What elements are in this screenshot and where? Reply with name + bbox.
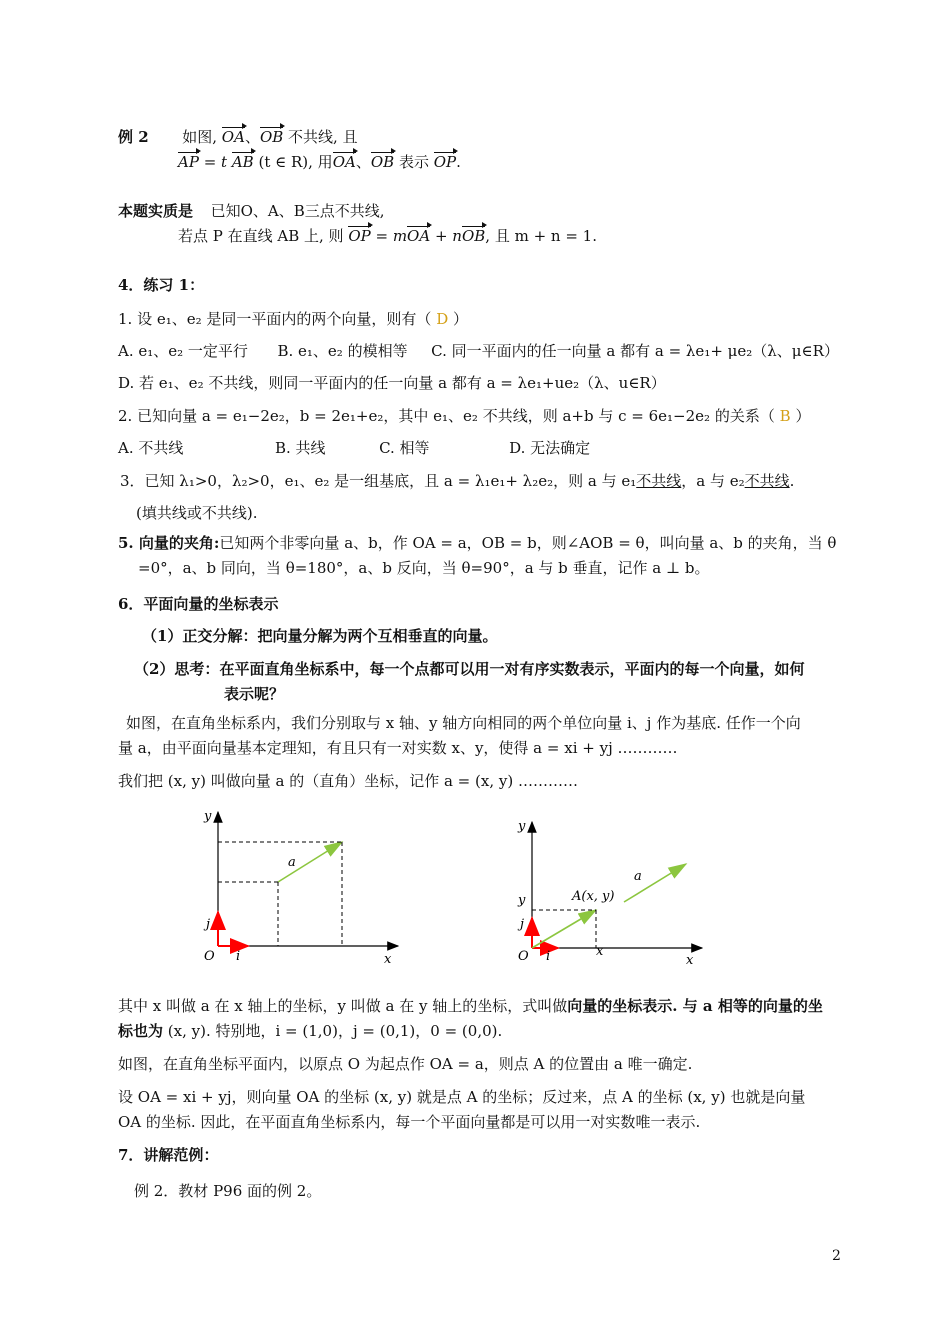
question-1: 1. 设 e₁、e₂ 是同一平面内的两个向量，则有（ D ） xyxy=(118,310,469,328)
question-2-options: A. 不共线 B. 共线 C. 相等 D. 无法确定 xyxy=(118,439,591,457)
j-label: j xyxy=(206,917,211,932)
example-reference: 例 2．教材 P96 面的例 2。 xyxy=(134,1182,322,1200)
page-number: 2 xyxy=(832,1248,841,1264)
y-tick-label: y xyxy=(518,893,526,908)
right-coordinate-figure xyxy=(510,810,710,970)
x-label: x xyxy=(384,952,392,967)
question-2: 2. 已知向量 a = e₁−2e₂，b = 2e₁+e₂，其中 e₁、e₂ 不共线，则 a+b 与 c = 6e₁−2e₂ 的关系（ B ） xyxy=(118,407,811,425)
coords-text-3: 我们把 (x, y) 叫做向量 a 的（直角）坐标，记作 a = (x, y) ………… xyxy=(118,772,578,790)
i-label: i xyxy=(546,949,551,964)
j-label: j xyxy=(520,917,525,932)
x-axis-label: x xyxy=(686,953,694,968)
point-a-label: A(x, y) xyxy=(572,889,615,904)
question-3-note: (填共线或不共线). xyxy=(136,504,258,522)
after-line-1: 其中 x 叫做 a 在 x 轴上的坐标，y 叫做 a 在 y 轴上的坐标，式叫做向量的坐标表示. 与 a 相等的向量的坐 xyxy=(118,997,823,1015)
angle-line-1: 5. 向量的夹角:已知两个非零向量 a、b，作 OA = a，OB = b，则∠AOB = θ，叫向量 a、b 的夹角，当 θ xyxy=(118,534,837,552)
after-line-5: OA 的坐标. 因此，在平面直角坐标系内，每一个平面向量都是可以用一对实数唯一表示. xyxy=(118,1113,701,1131)
a-label: a xyxy=(634,869,642,884)
a-label: a xyxy=(288,855,296,870)
example-2-line-1: 例 2 如图, OA、OB 不共线, 且 xyxy=(118,128,358,146)
after-line-2: 标也为 (x, y). 特别地，i = (1,0)，j = (0,1)，0 = (0,0). xyxy=(118,1022,503,1040)
question-3: 3．已知 λ₁>0，λ₂>0，e₁、e₂ 是一组基底，且 a = λ₁e₁+ λ₂e₂，则 a 与 e₁不共线，a 与 e₂不共线. xyxy=(120,472,795,490)
vector-oa xyxy=(532,910,596,948)
question-1-options: A. e₁、e₂ 一定平行 B. e₁、e₂ 的模相等 C. 同一平面内的任一向量 a 都有 a = λe₁+ μe₂（λ、μ∈R） xyxy=(118,342,839,360)
essence-line-2: 若点 P 在直线 AB 上, 则 OP = mOA + nOB, 且 m + n = 1. xyxy=(178,227,597,245)
section-6-title: 6．平面向量的坐标表示 xyxy=(118,595,279,613)
blank-2: 不共线 xyxy=(744,472,790,490)
think-line-2: 表示呢？ xyxy=(224,685,285,703)
origin-label: O xyxy=(518,949,529,964)
y-axis-label: y xyxy=(518,819,526,834)
vector-oa: OA xyxy=(221,128,245,146)
i-label: i xyxy=(236,949,241,964)
vector-ob: OB xyxy=(259,128,284,146)
example-label: 例 2 xyxy=(118,128,149,146)
think-line-1: （2）思考：在平面直角坐标系中，每一个点都可以用一对有序实数表示，平面内的每一个向量，如何 xyxy=(134,660,805,678)
essence-label: 本题实质是 xyxy=(118,202,194,220)
essence-line-1: 本题实质是 已知O、A、B三点不共线, xyxy=(118,202,385,220)
origin-label: O xyxy=(204,949,215,964)
after-line-3: 如图，在直角坐标平面内，以原点 O 为起点作 OA = a，则点 A 的位置由 a 唯一确定. xyxy=(118,1055,693,1073)
orthogonal-decomposition: （1）正交分解：把向量分解为两个互相垂直的向量。 xyxy=(142,627,498,645)
angle-line-2: =0°，a、b 同向，当 θ=180°，a、b 反向，当 θ=90°，a 与 b 垂直，记作 a ⊥ b。 xyxy=(138,559,710,577)
example-2-line-2: AP = t AB (t ∈ R), 用OA、OB 表示 OP. xyxy=(178,153,461,171)
after-line-4: 设 OA = xi + yj，则向量 OA 的坐标 (x, y) 就是点 A 的坐标；反过来，点 A 的坐标 (x, y) 也就是向量 xyxy=(118,1088,806,1106)
left-coordinate-figure xyxy=(190,800,410,970)
y-label: y xyxy=(204,809,212,824)
practice-title: 4．练习 1： xyxy=(118,276,205,294)
x-tick-label: x xyxy=(596,944,604,959)
angle-title: 5. 向量的夹角: xyxy=(118,534,220,552)
question-1-option-d: D. 若 e₁、e₂ 不共线，则同一平面内的任一向量 a 都有 a = λe₁+ue₂（λ、u∈R） xyxy=(118,374,666,392)
coords-text-2: 量 a，由平面向量基本定理知，有且只有一对实数 x、y，使得 a = xi + yj ………… xyxy=(118,739,678,757)
blank-1: 不共线 xyxy=(636,472,682,490)
section-7-title: 7．讲解范例： xyxy=(118,1146,219,1164)
answer-2: B xyxy=(779,407,791,425)
answer-1: D xyxy=(436,310,449,328)
coords-text-1: 如图，在直角坐标系内，我们分别取与 x 轴、y 轴方向相同的两个单位向量 i、j 作为基底. 任作一个向 xyxy=(126,714,801,732)
